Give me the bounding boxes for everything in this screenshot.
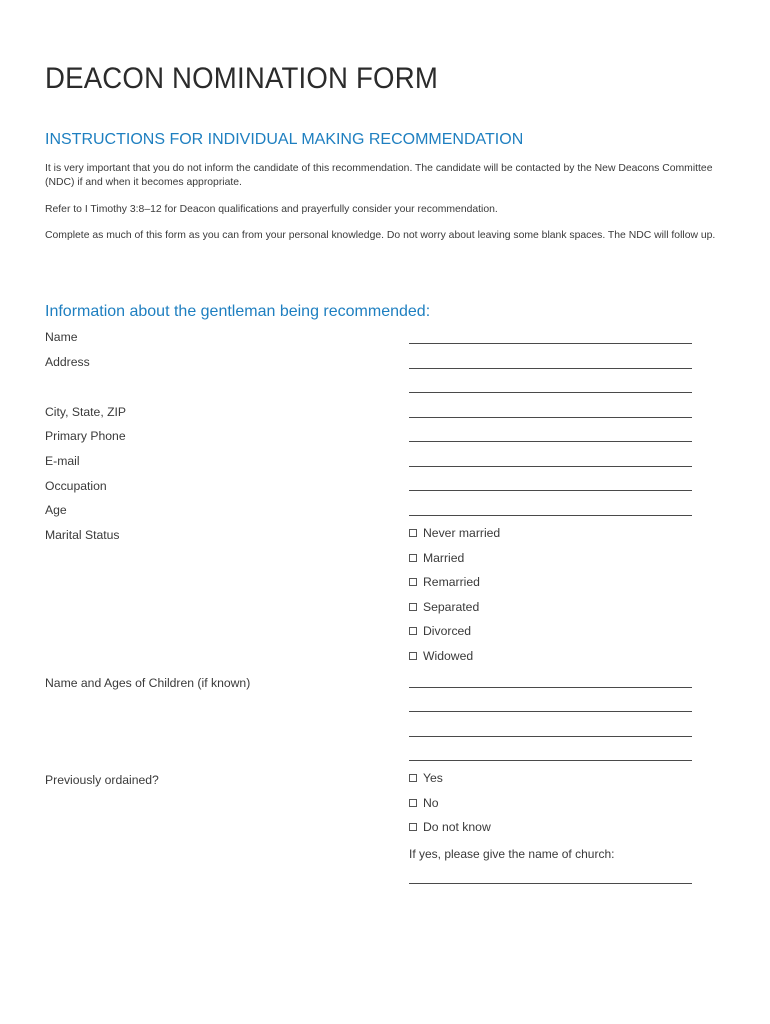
marital-option-remarried[interactable] <box>409 575 480 589</box>
city-state-zip-field[interactable] <box>409 417 692 418</box>
marital-option-never-married[interactable] <box>409 526 500 540</box>
children-field-line-1[interactable] <box>409 687 692 688</box>
previously-ordained-label: Previously ordained? <box>45 773 159 787</box>
address-field-line-1[interactable] <box>409 368 692 369</box>
checkbox-icon[interactable] <box>409 627 417 635</box>
age-label: Age <box>45 503 67 517</box>
checkbox-icon[interactable] <box>409 799 417 807</box>
marital-option-separated[interactable] <box>409 600 479 614</box>
address-field-line-2[interactable] <box>409 392 692 393</box>
age-field[interactable] <box>409 515 692 516</box>
option-label: Divorced <box>423 624 472 638</box>
marital-option-married[interactable] <box>409 551 464 565</box>
checkbox-icon[interactable] <box>409 554 417 562</box>
option-label: Yes <box>423 771 443 785</box>
ordained-option-do-not-know[interactable] <box>409 820 491 834</box>
children-field-line-3[interactable] <box>409 736 692 737</box>
occupation-field[interactable] <box>409 490 692 491</box>
instructions-heading: INSTRUCTIONS FOR INDIVIDUAL MAKING RECOMMENDATION <box>45 131 524 148</box>
children-field-line-2[interactable] <box>409 711 692 712</box>
address-label: Address <box>45 355 90 369</box>
instruction-paragraph-1: It is very important that you do not inform the candidate of this recommendation. The candidate will be contacted by the New Deacons Committee (NDC) if and when it becomes appropriate. <box>45 163 713 188</box>
checkbox-icon[interactable] <box>409 529 417 537</box>
checkbox-icon[interactable] <box>409 578 417 586</box>
checkbox-icon[interactable] <box>409 603 417 611</box>
page-title: DEACON NOMINATION FORM <box>45 62 438 95</box>
instruction-paragraph-3: Complete as much of this form as you can from your personal knowledge. Do not worry about leaving some blank spaces. The NDC will follow up. <box>45 230 716 241</box>
primary-phone-label: Primary Phone <box>45 429 126 443</box>
children-field-line-4[interactable] <box>409 760 692 761</box>
email-field[interactable] <box>409 466 692 467</box>
option-label: Remarried <box>423 575 480 589</box>
marital-status-label: Marital Status <box>45 528 120 542</box>
info-heading: Information about the gentleman being recommended: <box>45 303 431 320</box>
name-label: Name <box>45 330 78 344</box>
checkbox-icon[interactable] <box>409 823 417 831</box>
instruction-paragraph-2: Refer to I Timothy 3:8–12 for Deacon qualifications and prayerfully consider your recommendation. <box>45 204 498 215</box>
ordained-option-no[interactable] <box>409 796 439 810</box>
option-label: No <box>423 796 439 810</box>
name-field[interactable] <box>409 343 692 344</box>
church-name-field[interactable] <box>409 883 692 884</box>
option-label: Separated <box>423 600 480 614</box>
city-state-zip-label: City, State, ZIP <box>45 405 127 419</box>
church-prompt: If yes, please give the name of church: <box>409 847 615 861</box>
primary-phone-field[interactable] <box>409 441 692 442</box>
option-label: Never married <box>423 526 501 540</box>
checkbox-icon[interactable] <box>409 652 417 660</box>
option-label: Married <box>423 551 465 565</box>
marital-option-divorced[interactable] <box>409 624 471 638</box>
children-label: Name and Ages of Children (if known) <box>45 676 251 690</box>
option-label: Do not know <box>423 820 491 834</box>
option-label: Widowed <box>423 649 474 663</box>
email-label: E-mail <box>45 454 80 468</box>
ordained-option-yes[interactable] <box>409 771 443 785</box>
marital-option-widowed[interactable] <box>409 649 473 663</box>
occupation-label: Occupation <box>45 479 107 493</box>
checkbox-icon[interactable] <box>409 774 417 782</box>
